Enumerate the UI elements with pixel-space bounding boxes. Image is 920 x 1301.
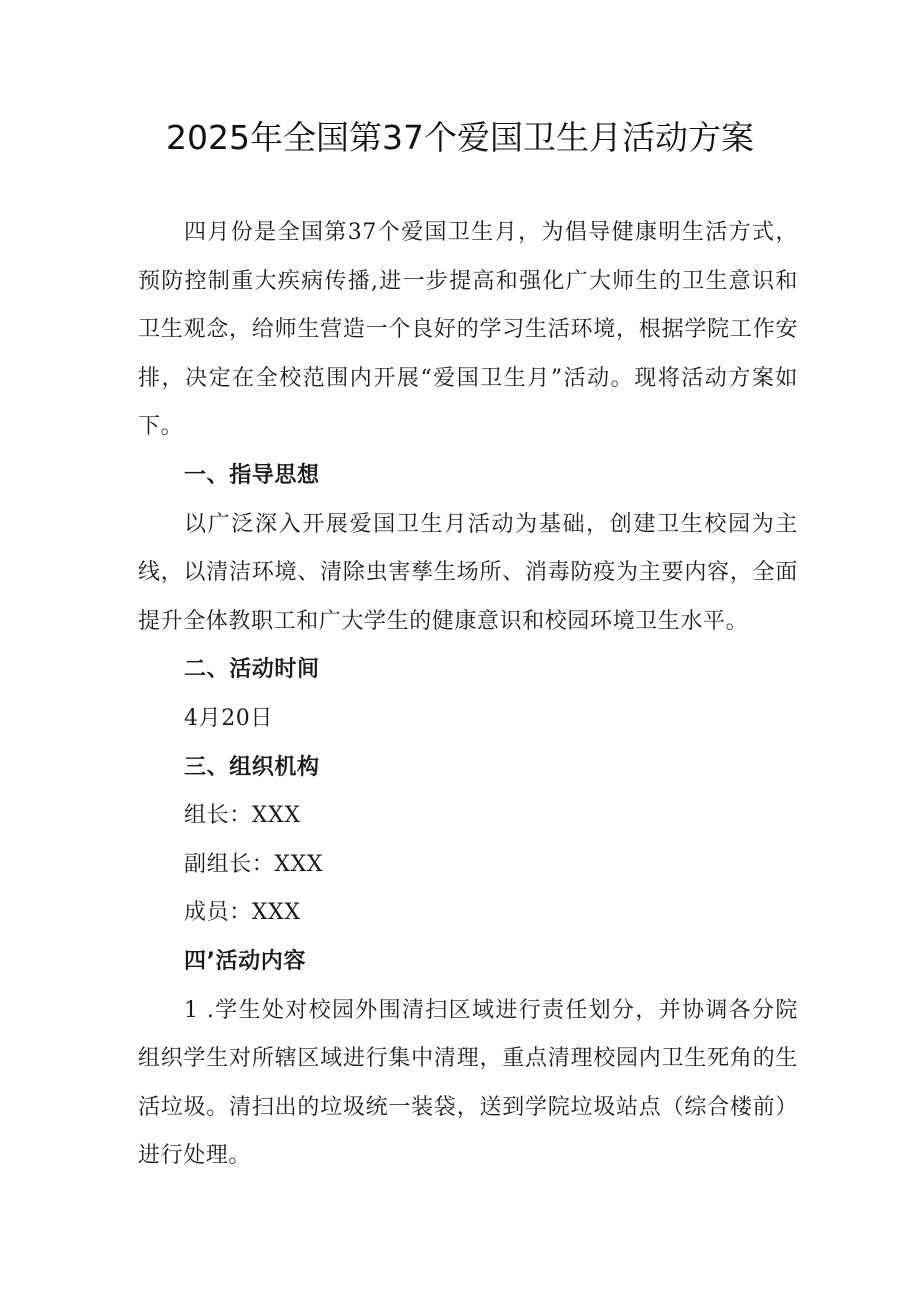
- activity-date: 4月20日: [184, 705, 273, 731]
- section-heading-organization: 三、组织机构: [184, 754, 320, 780]
- guiding-ideology-paragraph: 以广泛深入开展爱国卫生月活动为基础，创建卫生校园为主线，以清洁环境、清除虫害孳生场所、消毒防疫为主要内容，全面提升全体教职工和广大学生的健康意识和校园环境卫生水平。: [138, 511, 798, 634]
- org-member-members: 成员：XXX: [184, 900, 301, 926]
- document-body: [138, 209, 798, 1181]
- org-member-deputy-leader: 副组长：XXX: [184, 851, 324, 877]
- section-heading-activity-time: 二、活动时间: [184, 657, 320, 683]
- section-heading-guiding-ideology: 一、指导思想: [184, 462, 320, 488]
- intro-paragraph: 四月份是全国第37个爱国卫生月，为倡导健康明生活方式，预防控制重大疾病传播,进一步提高和强化广大师生的卫生意识和卫生观念，给师生营造一个良好的学习生活环境，根据学院工作安排，决定在全校范围内开展“爱国卫生月”活动。现将活动方案如下。: [138, 220, 798, 440]
- section-heading-activity-content: 四’活动内容: [184, 948, 306, 974]
- document-title: 2025年全国第37个爱国卫生月活动方案: [166, 118, 754, 157]
- org-member-leader: 组长：XXX: [184, 803, 301, 829]
- activity-content-item-1: 1 .学生处对校园外围清扫区域进行责任划分，并协调各分院组织学生对所辖区域进行集中清理，重点清理校园内卫生死角的生活垃圾。清扫出的垃圾统一装袋，送到学院垃圾站点（综合楼前）进行处理。: [138, 997, 798, 1169]
